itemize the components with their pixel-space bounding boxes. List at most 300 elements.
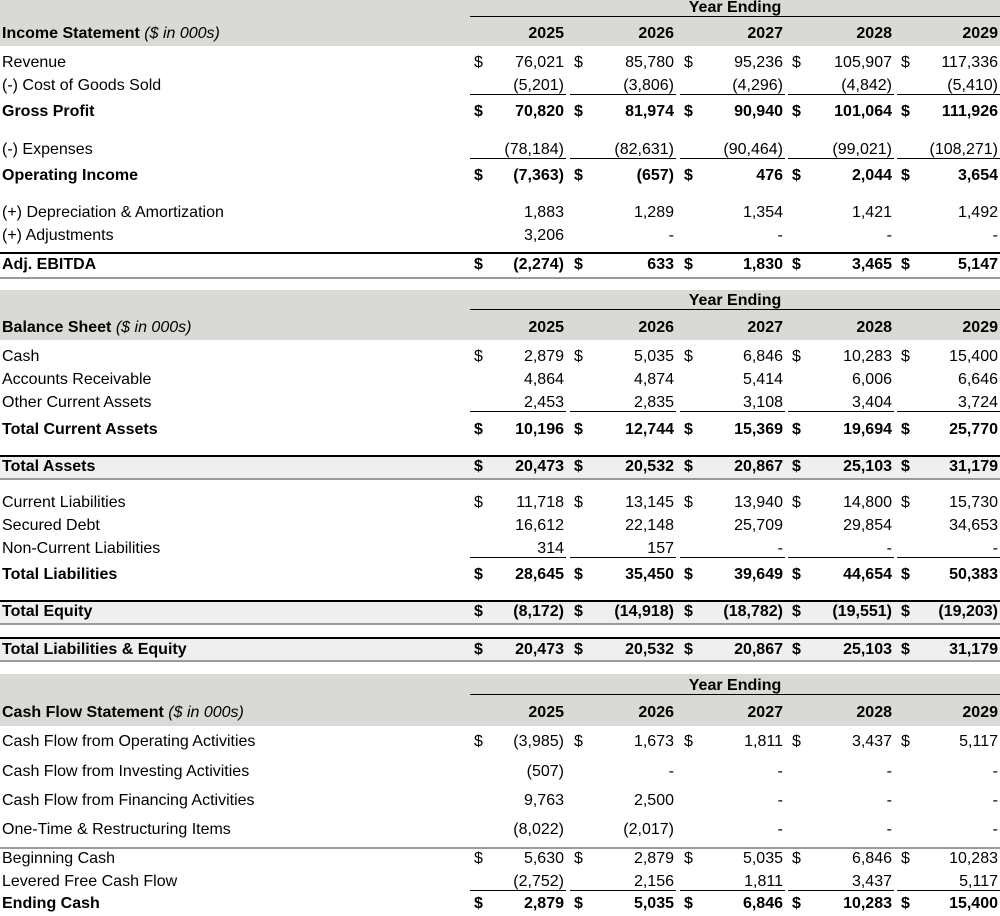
row-expenses — [0, 139, 1000, 161]
value-cell — [470, 761, 566, 783]
cell-value: 11,718 — [516, 494, 564, 511]
row-cogs — [0, 75, 1000, 97]
value-cell — [897, 515, 1000, 537]
row-operating_income — [0, 165, 1000, 187]
value-cell — [680, 165, 785, 187]
cell-value: 85,780 — [625, 54, 674, 71]
cell-value: 20,473 — [515, 641, 564, 658]
row-ar — [0, 369, 1000, 391]
year-header-1: 2026 — [638, 319, 674, 336]
value-cell — [570, 492, 676, 514]
cell-value: 3,108 — [742, 394, 783, 411]
currency-symbol: $ — [901, 566, 910, 583]
cell-value: - — [992, 227, 998, 244]
cell-value: 20,867 — [734, 458, 783, 475]
cell-value: (2,017) — [623, 821, 674, 838]
cell-value: 10,283 — [843, 348, 892, 365]
value-cell — [570, 538, 676, 558]
cell-value: (78,184) — [504, 141, 564, 158]
cell-value: - — [777, 540, 783, 557]
value-cell — [788, 225, 894, 247]
total-assets-bottom-rule — [0, 478, 1000, 480]
cell-value: - — [668, 763, 674, 780]
value-cell — [897, 639, 1000, 661]
currency-symbol: $ — [684, 641, 693, 658]
currency-symbol: $ — [574, 603, 583, 620]
cell-value: - — [668, 227, 674, 244]
value-cell — [897, 893, 1000, 915]
value-cell — [470, 225, 566, 247]
value-cell — [788, 419, 894, 441]
cell-value: - — [777, 821, 783, 838]
cell-value: - — [992, 763, 998, 780]
cell-value: 20,532 — [625, 458, 674, 475]
cell-value: 5,035 — [633, 348, 674, 365]
value-cell — [570, 893, 676, 915]
value-cell — [788, 254, 894, 276]
currency-symbol: $ — [684, 256, 693, 273]
cell-value: (657) — [636, 167, 674, 184]
year-header-4: 2029 — [962, 25, 998, 42]
currency-symbol: $ — [474, 895, 483, 912]
value-cell — [897, 761, 1000, 783]
currency-symbol: $ — [474, 54, 483, 71]
value-cell — [680, 75, 785, 95]
value-cell — [788, 731, 894, 753]
year-header-0: 2025 — [528, 704, 564, 721]
cell-value: 2,879 — [523, 895, 564, 912]
value-cell — [570, 52, 676, 74]
cell-value: 1,811 — [744, 733, 783, 750]
cell-value: (8,172) — [513, 603, 564, 620]
cell-value: 101,064 — [834, 103, 892, 120]
row-te — [0, 601, 1000, 623]
currency-symbol: $ — [792, 54, 801, 71]
cell-value: 1,673 — [633, 733, 674, 750]
value-cell — [570, 346, 676, 368]
year-header-2: 2027 — [747, 319, 783, 336]
currency-symbol: $ — [901, 494, 910, 511]
balance-header-row-title — [2, 317, 191, 339]
cell-value: 25,770 — [949, 421, 998, 438]
value-cell — [897, 871, 1000, 891]
cell-value: 50,383 — [949, 566, 998, 583]
value-cell — [570, 225, 676, 247]
year-header-3: 2028 — [856, 25, 892, 42]
value-cell — [680, 52, 785, 74]
cell-value: 9,763 — [523, 792, 564, 809]
currency-symbol: $ — [684, 566, 693, 583]
cell-value: 2,879 — [523, 348, 564, 365]
cell-value: 3,437 — [851, 873, 892, 890]
value-cell — [788, 871, 894, 891]
value-cell — [470, 601, 566, 623]
row-label: Adj. EBITDA — [2, 256, 97, 273]
year-header-0: 2025 — [528, 319, 564, 336]
value-cell — [788, 515, 894, 537]
currency-symbol: $ — [574, 167, 583, 184]
value-cell — [680, 101, 785, 123]
cell-value: 34,653 — [949, 517, 998, 534]
cell-value: 2,500 — [633, 792, 674, 809]
cell-value: 44,654 — [843, 566, 892, 583]
currency-symbol: $ — [574, 566, 583, 583]
row-label: Beginning Cash — [2, 850, 115, 867]
cell-value: (3,806) — [623, 77, 674, 94]
currency-symbol: $ — [574, 733, 583, 750]
row-label: Levered Free Cash Flow — [2, 873, 178, 890]
value-cell — [570, 456, 676, 478]
cell-value: 6,006 — [851, 371, 892, 388]
row-label: Gross Profit — [2, 103, 95, 120]
currency-symbol: $ — [901, 850, 910, 867]
cell-value: 6,646 — [957, 371, 998, 388]
currency-symbol: $ — [792, 641, 801, 658]
cell-value: 10,196 — [515, 421, 564, 438]
currency-symbol: $ — [574, 54, 583, 71]
cell-value: 1,289 — [633, 204, 674, 221]
cell-value: 16,612 — [515, 517, 564, 534]
value-cell — [680, 492, 785, 514]
cell-value: (4,296) — [732, 77, 783, 94]
cell-value: (18,782) — [723, 603, 783, 620]
cell-value: 157 — [647, 540, 674, 557]
currency-symbol: $ — [901, 895, 910, 912]
year-header-4: 2029 — [962, 319, 998, 336]
cell-value: 15,400 — [949, 348, 998, 365]
value-cell — [570, 419, 676, 441]
value-cell — [470, 369, 566, 391]
value-cell — [570, 75, 676, 95]
value-cell — [897, 225, 1000, 247]
currency-symbol: $ — [474, 458, 483, 475]
currency-symbol: $ — [792, 458, 801, 475]
currency-symbol: $ — [684, 733, 693, 750]
currency-symbol: $ — [474, 641, 483, 658]
row-label: Ending Cash — [2, 895, 100, 912]
cell-value: 1,492 — [957, 204, 998, 221]
row-adjustments — [0, 225, 1000, 247]
cell-value: (90,464) — [723, 141, 783, 158]
cell-value: 5,035 — [742, 850, 783, 867]
balance-year-ending: Year Ending — [688, 292, 782, 309]
cell-value: 29,854 — [843, 517, 892, 534]
row-label: Current Liabilities — [2, 494, 126, 511]
value-cell — [788, 52, 894, 74]
row-cl — [0, 492, 1000, 514]
value-cell — [470, 893, 566, 915]
cell-value: 95,236 — [734, 54, 783, 71]
row-cfo — [0, 731, 1000, 753]
value-cell — [680, 761, 785, 783]
currency-symbol: $ — [474, 494, 483, 511]
row-ncl — [0, 538, 1000, 560]
currency-symbol: $ — [792, 103, 801, 120]
value-cell — [897, 819, 1000, 841]
value-cell — [470, 790, 566, 812]
row-label: Other Current Assets — [2, 394, 152, 411]
cell-value: 6,846 — [742, 348, 783, 365]
cell-value: (2,274) — [513, 256, 564, 273]
cashflow-year-ending-rule — [470, 694, 1000, 695]
currency-symbol: $ — [474, 603, 483, 620]
currency-symbol: $ — [474, 566, 483, 583]
value-cell — [897, 369, 1000, 391]
value-cell — [788, 202, 894, 224]
value-cell — [470, 819, 566, 841]
section-units: ($ in 000s) — [115, 319, 192, 336]
cell-value: (5,410) — [947, 77, 998, 94]
value-cell — [897, 790, 1000, 812]
cell-value: 20,532 — [625, 641, 674, 658]
cell-value: 5,117 — [959, 733, 998, 750]
row-ec — [0, 893, 1000, 915]
value-cell — [788, 790, 894, 812]
currency-symbol: $ — [474, 167, 483, 184]
cell-value: 2,453 — [523, 394, 564, 411]
value-cell — [897, 165, 1000, 187]
value-cell — [470, 75, 566, 95]
currency-symbol: $ — [684, 54, 693, 71]
cell-value: 14,800 — [843, 494, 892, 511]
cell-value: - — [886, 821, 892, 838]
cell-value: 5,147 — [957, 256, 998, 273]
currency-symbol: $ — [901, 421, 910, 438]
row-label: Accounts Receivable — [2, 371, 152, 388]
currency-symbol: $ — [684, 895, 693, 912]
section-units: ($ in 000s) — [144, 25, 220, 42]
currency-symbol: $ — [574, 641, 583, 658]
value-cell — [680, 790, 785, 812]
cell-value: 2,835 — [633, 394, 674, 411]
value-cell — [680, 639, 785, 661]
value-cell — [680, 456, 785, 478]
cell-value: 28,645 — [515, 566, 564, 583]
currency-symbol: $ — [792, 421, 801, 438]
value-cell — [680, 819, 785, 841]
row-cash — [0, 346, 1000, 368]
year-header-4: 2029 — [962, 704, 998, 721]
row-label: One-Time & Restructuring Items — [2, 821, 231, 838]
currency-symbol: $ — [901, 641, 910, 658]
year-header-0: 2025 — [528, 25, 564, 42]
cell-value: 4,864 — [523, 371, 564, 388]
value-cell — [680, 538, 785, 558]
value-cell — [897, 601, 1000, 623]
cell-value: 15,730 — [949, 494, 998, 511]
value-cell — [570, 139, 676, 159]
value-cell — [788, 456, 894, 478]
cell-value: 70,820 — [515, 103, 564, 120]
value-cell — [897, 538, 1000, 558]
row-tle — [0, 639, 1000, 661]
cell-value: 31,179 — [949, 641, 998, 658]
row-label: Cash Flow from Investing Activities — [2, 763, 250, 780]
cell-value: 15,369 — [734, 421, 783, 438]
value-cell — [788, 893, 894, 915]
currency-symbol: $ — [684, 494, 693, 511]
value-cell — [570, 731, 676, 753]
value-cell — [470, 346, 566, 368]
value-cell — [680, 225, 785, 247]
cell-value: 35,450 — [625, 566, 674, 583]
value-cell — [570, 202, 676, 224]
currency-symbol: $ — [792, 895, 801, 912]
cell-value: 117,336 — [941, 54, 998, 71]
cell-value: 12,744 — [625, 421, 674, 438]
cell-value: 1,421 — [851, 204, 892, 221]
cell-value: 13,940 — [734, 494, 783, 511]
value-cell — [470, 564, 566, 586]
value-cell — [570, 564, 676, 586]
currency-symbol: $ — [574, 850, 583, 867]
cell-value: 105,907 — [834, 54, 892, 71]
cell-value: 633 — [647, 256, 674, 273]
currency-symbol: $ — [574, 103, 583, 120]
cell-value: 25,103 — [843, 641, 892, 658]
value-cell — [570, 848, 676, 870]
value-cell — [897, 456, 1000, 478]
cell-value: 81,974 — [625, 103, 674, 120]
row-oca — [0, 392, 1000, 414]
cell-value: (3,985) — [513, 733, 564, 750]
currency-symbol: $ — [792, 348, 801, 365]
value-cell — [570, 254, 676, 276]
row-lfcf — [0, 871, 1000, 893]
value-cell — [570, 515, 676, 537]
row-tca — [0, 419, 1000, 441]
cell-value: 5,117 — [959, 873, 998, 890]
cell-value: - — [886, 540, 892, 557]
cashflow-header-row — [0, 702, 1000, 724]
value-cell — [788, 165, 894, 187]
value-cell — [570, 639, 676, 661]
currency-symbol: $ — [792, 494, 801, 511]
year-header-2: 2027 — [747, 704, 783, 721]
value-cell — [470, 392, 566, 412]
value-cell — [897, 564, 1000, 586]
value-cell — [897, 392, 1000, 412]
year-header-3: 2028 — [856, 704, 892, 721]
value-cell — [470, 419, 566, 441]
value-cell — [788, 369, 894, 391]
cell-value: 6,846 — [851, 850, 892, 867]
cell-value: (7,363) — [513, 167, 564, 184]
currency-symbol: $ — [474, 256, 483, 273]
cell-value: 76,021 — [515, 54, 564, 71]
value-cell — [788, 848, 894, 870]
row-label: Total Liabilities & Equity — [2, 641, 187, 658]
row-label: (+) Depreciation & Amortization — [2, 204, 224, 221]
cell-value: 3,724 — [957, 394, 998, 411]
value-cell — [470, 165, 566, 187]
value-cell — [680, 731, 785, 753]
cell-value: (2,752) — [513, 873, 564, 890]
currency-symbol: $ — [474, 421, 483, 438]
total-equity-bottom-rule — [0, 623, 1000, 625]
cell-value: 1,883 — [523, 204, 564, 221]
value-cell — [680, 515, 785, 537]
currency-symbol: $ — [901, 603, 910, 620]
currency-symbol: $ — [792, 566, 801, 583]
row-label: Secured Debt — [2, 517, 100, 534]
currency-symbol: $ — [901, 256, 910, 273]
row-label: Total Equity — [2, 603, 93, 620]
row-revenue — [0, 52, 1000, 74]
value-cell — [680, 346, 785, 368]
cell-value: 25,103 — [843, 458, 892, 475]
currency-symbol: $ — [684, 603, 693, 620]
value-cell — [680, 369, 785, 391]
row-adj_ebitda — [0, 254, 1000, 276]
row-cff — [0, 790, 1000, 812]
value-cell — [788, 538, 894, 558]
value-cell — [680, 254, 785, 276]
cell-value: 5,414 — [742, 371, 783, 388]
value-cell — [897, 52, 1000, 74]
cell-value: (19,551) — [832, 603, 892, 620]
currency-symbol: $ — [792, 167, 801, 184]
row-label: Non-Current Liabilities — [2, 540, 161, 557]
year-header-2: 2027 — [747, 25, 783, 42]
income-header-row-title — [2, 23, 220, 45]
year-header-3: 2028 — [856, 319, 892, 336]
currency-symbol: $ — [901, 458, 910, 475]
row-tl — [0, 564, 1000, 586]
cell-value: 3,404 — [851, 394, 892, 411]
section-units: ($ in 000s) — [168, 704, 244, 721]
currency-symbol: $ — [792, 256, 801, 273]
currency-symbol: $ — [792, 850, 801, 867]
value-cell — [788, 139, 894, 159]
currency-symbol: $ — [474, 348, 483, 365]
value-cell — [897, 75, 1000, 95]
value-cell — [680, 893, 785, 915]
value-cell — [680, 139, 785, 159]
currency-symbol: $ — [684, 103, 693, 120]
row-label: (-) Expenses — [2, 141, 93, 158]
cell-value: 3,437 — [851, 733, 892, 750]
currency-symbol: $ — [684, 421, 693, 438]
row-label: Cash Flow from Financing Activities — [2, 792, 255, 809]
value-cell — [897, 346, 1000, 368]
value-cell — [570, 392, 676, 412]
currency-symbol: $ — [574, 256, 583, 273]
value-cell — [788, 819, 894, 841]
cell-value: - — [777, 763, 783, 780]
row-label: Total Current Assets — [2, 421, 158, 438]
row-label: (+) Adjustments — [2, 227, 114, 244]
cell-value: (4,842) — [841, 77, 892, 94]
year-header-1: 2026 — [638, 25, 674, 42]
value-cell — [788, 101, 894, 123]
value-cell — [570, 165, 676, 187]
value-cell — [470, 52, 566, 74]
cell-value: 10,283 — [949, 850, 998, 867]
cell-value: 2,879 — [633, 850, 674, 867]
section-title: Balance Sheet — [2, 319, 112, 336]
cell-value: 22,148 — [625, 517, 674, 534]
cell-value: (14,918) — [614, 603, 674, 620]
currency-symbol: $ — [574, 421, 583, 438]
cell-value: - — [886, 792, 892, 809]
value-cell — [570, 369, 676, 391]
currency-symbol: $ — [901, 348, 910, 365]
cell-value: 13,145 — [625, 494, 674, 511]
row-label: Cash — [2, 348, 40, 365]
value-cell — [897, 139, 1000, 159]
cell-value: 20,473 — [515, 458, 564, 475]
